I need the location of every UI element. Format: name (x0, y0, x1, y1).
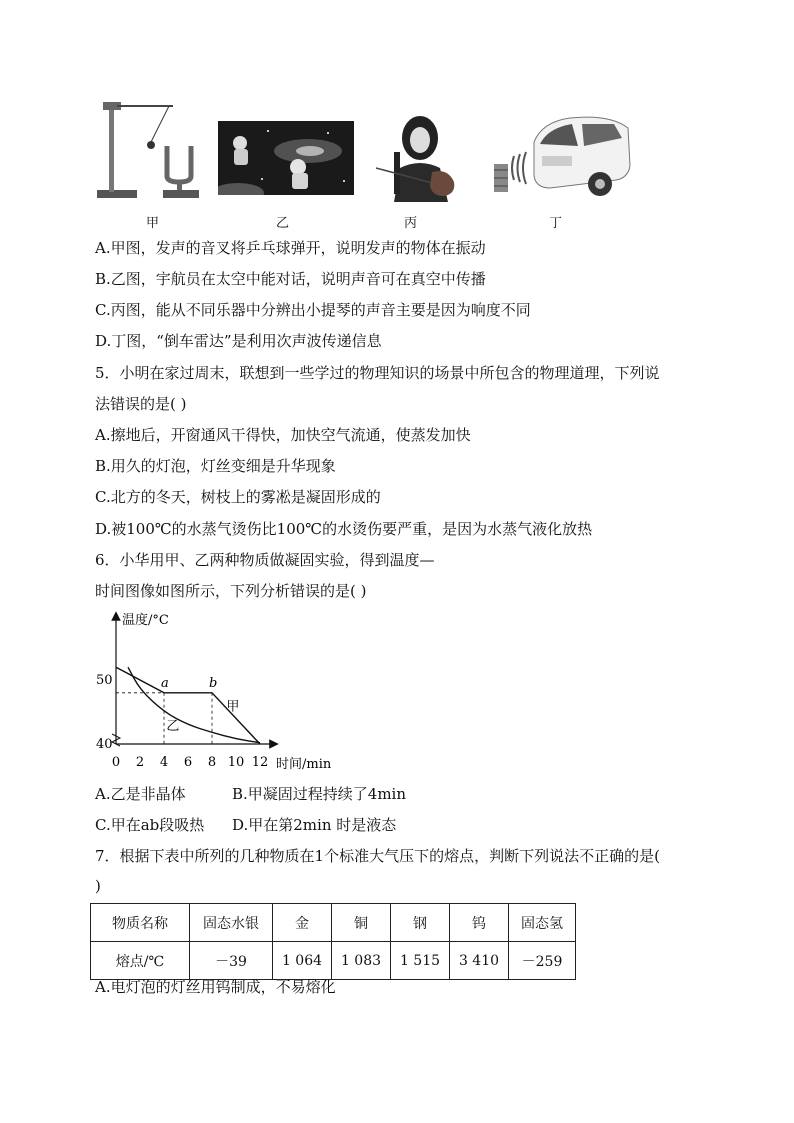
caption-bing: 丙 (404, 216, 418, 231)
q5-option-c: C.北方的冬天，树枝上的雾凇是凝固形成的 (95, 488, 381, 506)
q4-option-a: A.甲图，发声的音叉将乒乓球弹开，说明发声的物体在振动 (95, 239, 486, 257)
table-cell: 1 515 (391, 942, 450, 980)
table-cell: 金 (273, 904, 332, 942)
figure-reversing-radar-car (490, 112, 635, 200)
table-cell: 1 064 (273, 942, 332, 980)
caption-ding: 丁 (549, 216, 563, 231)
y-axis-label: 温度/°C (122, 613, 169, 628)
q6-option-a: A.乙是非晶体 (95, 785, 186, 803)
figure-violin-player (372, 114, 468, 202)
x-tick-label: 6 (183, 755, 193, 770)
point-label-b: b (209, 675, 218, 691)
table-cell: 物质名称 (91, 904, 190, 942)
y-tick-label: 40 (96, 737, 113, 752)
q7-stem-line2: ) (95, 877, 101, 895)
x-tick-label: 2 (135, 755, 145, 770)
figure-astronauts-in-space (218, 121, 354, 195)
table-cell: 固态氢 (509, 904, 576, 942)
table-cell: 熔点/℃ (91, 942, 190, 980)
q4-option-b: B.乙图，宇航员在太空中能对话，说明声音可在真空中传播 (95, 270, 486, 288)
table-row (91, 942, 576, 980)
x-tick-label: 10 (227, 755, 245, 770)
table-cell: 固态水银 (190, 904, 273, 942)
table-cell: 钢 (391, 904, 450, 942)
point-label-a: a (161, 675, 169, 691)
q6-option-c: C.甲在ab段吸热 (95, 816, 205, 834)
q4-option-d: D.丁图，“倒车雷达”是利用次声波传递信息 (95, 332, 382, 350)
x-tick-label: 12 (251, 755, 269, 770)
x-tick-label: 4 (159, 755, 169, 770)
q4-option-c: C.丙图，能从不同乐器中分辨出小提琴的声音主要是因为响度不同 (95, 301, 531, 319)
q6-option-b: B.甲凝固过程持续了4min (232, 785, 407, 803)
q7-stem-line1: 7．根据下表中所列的几种物质在1个标准大气压下的熔点，判断下列说法不正确的是( (95, 847, 660, 865)
q5-option-a: A.擦地后，开窗通风干得快，加快空气流通，使蒸发加快 (95, 426, 471, 444)
q6-stem-line1: 6．小华用甲、乙两种物质做凝固实验，得到温度— (95, 551, 435, 569)
table-cell: －259 (509, 942, 576, 980)
caption-jia: 甲 (146, 216, 160, 231)
melting-point-table (90, 903, 576, 980)
temperature-time-chart (92, 608, 352, 778)
table-header-row (91, 904, 576, 942)
table-cell: －39 (190, 942, 273, 980)
x-tick-label: 8 (207, 755, 217, 770)
q7-option-a: A.电灯泡的灯丝用钨制成，不易熔化 (95, 978, 336, 996)
q5-option-b: B.用久的灯泡，灯丝变细是升华现象 (95, 457, 336, 475)
x-tick-label: 0 (111, 755, 121, 770)
table-cell: 钨 (450, 904, 509, 942)
q6-stem-line2: 时间图像如图所示，下列分析错误的是( ) (95, 582, 367, 600)
x-axis-label: 时间/min (276, 757, 332, 772)
q5-option-d: D.被100℃的水蒸气烫伤比100℃的水烫伤要严重，是因为水蒸气液化放热 (95, 520, 593, 538)
series-yi-curve (128, 667, 260, 743)
series-label-jia: 甲 (226, 699, 240, 715)
figure-tuning-fork (95, 98, 205, 208)
table-cell: 1 083 (332, 942, 391, 980)
y-tick-label: 50 (96, 673, 113, 688)
q6-option-d: D.甲在第2min 时是液态 (232, 816, 397, 834)
q5-stem-line1: 5．小明在家过周末，联想到一些学过的物理知识的场景中所包含的物理道理，下列说 (95, 364, 660, 382)
table-cell: 铜 (332, 904, 391, 942)
caption-yi: 乙 (276, 216, 290, 231)
table-cell: 3 410 (450, 942, 509, 980)
q5-stem-line2: 法错误的是( ) (95, 395, 187, 413)
series-label-yi: 乙 (166, 718, 180, 734)
